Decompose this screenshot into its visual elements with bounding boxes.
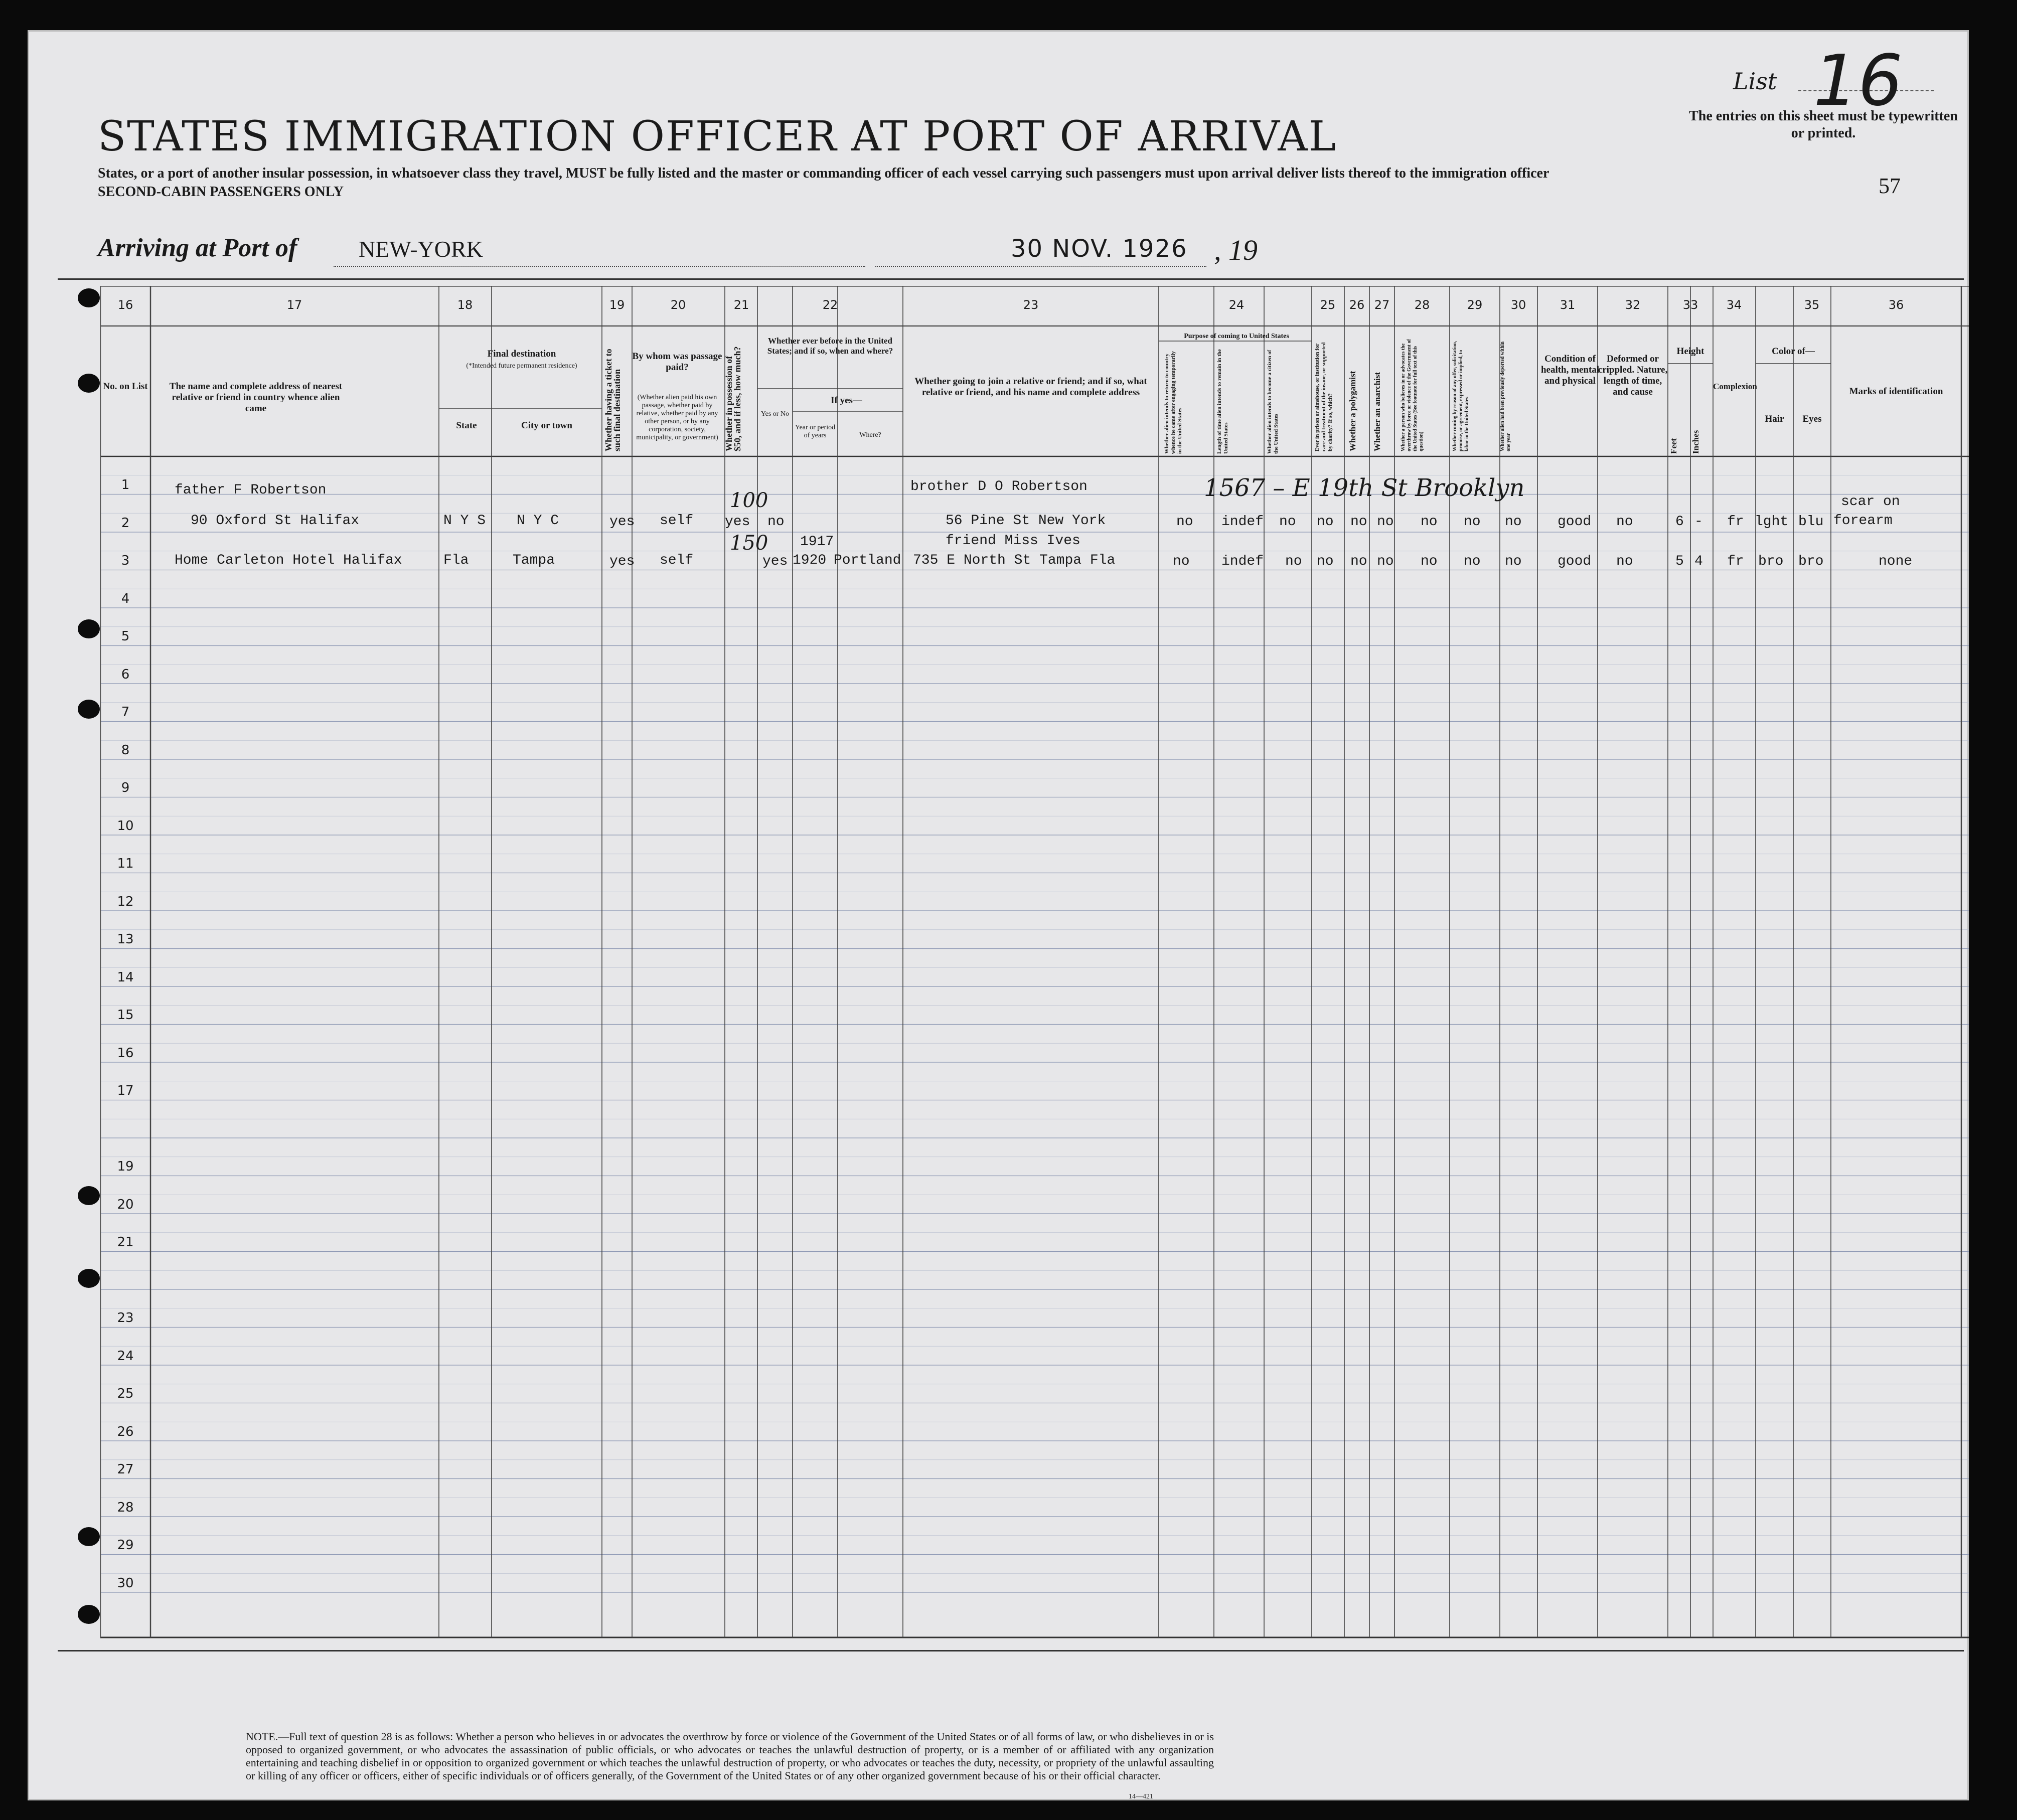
header-state: State	[456, 420, 477, 431]
column-number: 32	[1625, 298, 1641, 312]
entry-1-relative-line2: 90 Oxford St Halifax	[191, 513, 360, 529]
manifest-table	[100, 286, 1969, 1640]
header-marks: Marks of identification	[1849, 386, 1943, 397]
row-number: 11	[117, 856, 134, 871]
column-number: 28	[1414, 298, 1430, 312]
header-anarchist: Whether an anarchist	[1372, 372, 1382, 451]
column-number: 23	[1023, 298, 1039, 312]
entry-1-join-line1: brother D O Robertson	[910, 479, 1088, 494]
entry-1-money-note: yes	[725, 514, 750, 530]
entry-1-before-us: no	[767, 514, 785, 530]
row-number: 28	[117, 1500, 134, 1515]
row-number: 16	[117, 1045, 134, 1061]
entry-2-before-us: yes	[762, 554, 788, 569]
header-feet: Feet	[1669, 438, 1678, 454]
arriving-label: Arriving at Port of	[98, 234, 297, 262]
punch-hole	[78, 288, 100, 307]
header-passage-paid: By whom was passage paid?	[632, 351, 722, 373]
header-no-on-list: No. on List	[103, 381, 148, 392]
entry-1-citizen: no	[1279, 514, 1296, 530]
row-number: 12	[117, 894, 134, 909]
header-prison: Ever in prison or almshouse, or institution for care and treatment of the insane, or supported by charity? If so, which?	[1314, 342, 1333, 451]
column-number: 26	[1349, 298, 1365, 312]
header-labor-contract: Whether coming by reason of any offer, solicitation, promise, or agreement, expressed or implied, to labor in the United States	[1452, 341, 1470, 451]
entry-2-city: Tampa	[513, 553, 555, 568]
entry-2-state: Fla	[443, 553, 469, 568]
punch-hole	[78, 1269, 100, 1288]
list-number: 16	[1813, 40, 1903, 122]
column-number: 27	[1374, 298, 1390, 312]
header-yes-no: Yes or No	[760, 410, 790, 418]
entry-2-paid-by: self	[660, 553, 694, 568]
header-overthrow: Whether a person who believes in or advocates the overthrow by force or violence of the Government of the United States (See footnote for full text of this question)	[1401, 339, 1424, 451]
row-number: 10	[117, 818, 134, 834]
row-number: 24	[117, 1348, 134, 1364]
entry-1-money: 100	[730, 489, 768, 512]
column-number: 22	[822, 298, 838, 312]
header-where: Where?	[859, 431, 881, 439]
entry-1-join-handwritten: 1567 – E 19th St Brooklyn	[1204, 474, 1525, 502]
punch-hole	[78, 1186, 100, 1205]
column-number: 20	[670, 298, 686, 312]
entry-1-hair: lght	[1755, 514, 1789, 530]
entry-2-citizen: no	[1285, 554, 1302, 569]
column-number: 21	[733, 298, 749, 312]
header-height: Height	[1676, 346, 1704, 357]
list-label: List	[1733, 68, 1777, 95]
header-money: Whether in possession of $50, and if less, how much?	[724, 346, 742, 451]
row-number: 8	[121, 742, 130, 758]
column-number: 33	[1682, 298, 1698, 312]
header-year: Year or period of years	[795, 424, 836, 439]
entry-2-year-line1: 1917	[800, 534, 834, 550]
header-before-in-us: Whether ever before in the United States; and if so, when and where?	[767, 336, 893, 356]
punch-hole	[78, 1605, 100, 1624]
instruction-text: States, or a port of another insular possession, in whatsoever class they travel, MUST be fully listed and the master or commanding officer of each vessel carrying such passengers must upon arrival deliver lists thereof to the immigration officer	[98, 166, 1549, 181]
row-number: 30	[117, 1575, 134, 1591]
entry-2-relative-line1: Home Carleton Hotel Halifax	[175, 553, 402, 568]
entry-2-join-line1: friend Miss Ives	[946, 533, 1080, 549]
entry-2-year-line2: 1920	[793, 553, 827, 568]
column-number: 16	[117, 298, 133, 312]
column-number: 35	[1804, 298, 1820, 312]
entry-1-anarchist: no	[1377, 514, 1394, 530]
page-number: 57	[1879, 174, 1901, 198]
header-city: City or town	[521, 420, 573, 431]
entry-1-inches: -	[1694, 514, 1703, 530]
header-if-yes: If yes—	[831, 395, 862, 406]
row-number: 20	[117, 1197, 134, 1212]
row-number: 25	[117, 1386, 134, 1401]
entry-2-overthrow: no	[1421, 554, 1438, 569]
row-number: 2	[121, 515, 130, 531]
entry-1-deported: no	[1505, 514, 1522, 530]
entry-1-paid-by: self	[660, 513, 694, 529]
row-number: 23	[117, 1310, 134, 1326]
row-number: 21	[117, 1235, 134, 1250]
punch-hole	[78, 374, 100, 393]
entry-2-hair: bro	[1758, 554, 1784, 569]
row-number: 29	[117, 1538, 134, 1553]
header-ticket: Whether having a ticket to such final destination	[603, 349, 622, 451]
entry-2-deported: no	[1505, 554, 1522, 569]
form-number: 14—421	[1129, 1793, 1153, 1800]
header-color-of: Color of—	[1772, 346, 1815, 357]
entry-1-marks-line1: scar on	[1841, 494, 1900, 510]
header-health: Condition of health, mental and physical	[1540, 354, 1600, 386]
header-passage-paid-sub: (Whether alien paid his own passage, whether paid by relative, whether paid by any other person, or by any corporation, society, municipality, or government)	[636, 394, 718, 441]
header-join-relative: Whether going to join a relative or friend; and if so, what relative or friend, and his name and complete address	[914, 376, 1147, 398]
row-number: 3	[121, 553, 130, 568]
row-number: 6	[121, 667, 130, 682]
entry-2-return: no	[1173, 554, 1190, 569]
row-number: 17	[117, 1083, 134, 1098]
column-number: 29	[1467, 298, 1483, 312]
entry-2-ticket: yes	[609, 554, 635, 569]
entry-2-marks: none	[1879, 554, 1913, 569]
row-number: 1	[121, 477, 130, 492]
entry-1-length: indef	[1221, 514, 1264, 530]
port-value: NEW-YORK	[359, 236, 483, 262]
entry-1-state: N Y S	[443, 513, 486, 529]
year-prefix: , 19	[1214, 234, 1258, 266]
bottom-rule	[58, 1650, 1964, 1651]
entry-1-deformed: no	[1616, 514, 1633, 530]
column-number: 34	[1726, 298, 1742, 312]
entry-2-eyes: bro	[1798, 554, 1824, 569]
punch-hole	[78, 1527, 100, 1546]
entry-2-length: indef	[1221, 554, 1264, 569]
row-number: 4	[121, 591, 130, 606]
entry-2-where: Portland	[834, 553, 901, 568]
header-purpose-return: Whether alien intends to return to country whence he came after engaging temporarily in the United States	[1164, 351, 1183, 454]
entry-1-complexion: fr	[1727, 514, 1744, 530]
entry-1-city: N Y C	[517, 513, 559, 529]
entry-2-inches: 4	[1694, 554, 1703, 569]
entry-1-labor: no	[1464, 514, 1481, 530]
header-purpose: Purpose of coming to United States	[1184, 333, 1289, 340]
date-underline	[875, 266, 1206, 267]
entry-1-join-line2: 56 Pine St New York	[946, 513, 1106, 529]
entries-note: The entries on this sheet must be typewritten or printed.	[1689, 108, 1958, 141]
row-number: 26	[117, 1424, 134, 1439]
port-underline	[334, 266, 865, 267]
entry-1-health: good	[1558, 514, 1592, 530]
header-final-destination-sub: (*Intended future permanent residence)	[466, 362, 577, 370]
punch-hole	[78, 619, 100, 638]
page-title: STATES IMMIGRATION OFFICER AT PORT OF ARRIVAL	[98, 113, 1337, 160]
entry-2-anarchist: no	[1377, 554, 1394, 569]
entry-1-relative-line1: father F Robertson	[175, 482, 327, 498]
header-purpose-length: Length of time alien intends to remain in the United States	[1216, 349, 1229, 454]
column-number: 19	[609, 298, 625, 312]
row-number: 7	[121, 705, 130, 720]
header-polygamist: Whether a polygamist	[1348, 371, 1357, 451]
entry-2-complexion: fr	[1727, 554, 1744, 569]
column-number: 36	[1888, 298, 1904, 312]
row-number: 14	[117, 969, 134, 985]
passenger-class: SECOND-CABIN PASSENGERS ONLY	[98, 184, 344, 200]
header-deformed: Deformed or crippled. Nature, length of time, and cause	[1598, 354, 1668, 397]
entry-1-overthrow: no	[1421, 514, 1438, 530]
header-hair: Hair	[1765, 414, 1784, 424]
column-number: 17	[286, 298, 302, 312]
entry-1-marks-line2: forearm	[1833, 513, 1893, 529]
column-number: 24	[1228, 298, 1245, 312]
entry-2-deformed: no	[1616, 554, 1633, 569]
row-number: 19	[117, 1159, 134, 1174]
entry-2-labor: no	[1464, 554, 1481, 569]
entry-1-feet: 6	[1675, 514, 1684, 530]
entry-1-return: no	[1176, 514, 1193, 530]
header-purpose-citizen: Whether alien intends to become a citizen of the United States	[1267, 350, 1279, 454]
entry-1-prison: no	[1317, 514, 1334, 530]
entry-2-feet: 5	[1675, 554, 1684, 569]
entry-1-eyes: blu	[1798, 514, 1824, 530]
row-number: 15	[117, 1008, 134, 1023]
entry-1-polygamist: no	[1350, 514, 1367, 530]
header-eyes: Eyes	[1802, 414, 1822, 424]
entry-2-money: 150	[730, 532, 768, 555]
row-number: 5	[121, 629, 130, 644]
header-deported: Whether alien had been previously deported within one year	[1500, 341, 1511, 451]
punch-hole	[78, 700, 100, 719]
column-number: 31	[1560, 298, 1576, 312]
column-number: 25	[1320, 298, 1336, 312]
column-number: 18	[457, 298, 473, 312]
row-number: 9	[121, 780, 130, 795]
header-final-destination: Final destination	[487, 349, 556, 359]
header-complexion: Complexion	[1713, 382, 1757, 391]
footnote-question-28: NOTE.—Full text of question 28 is as follows: Whether a person who believes in or advocates the overthrow by force or violence of the Government of the United States or of all forms of law, or who disbelieves in or is opposed to organized government, or who advocates the assassination of public officials, or who advocates or teaches the unlawful destruction of property, or is a member of or affiliated with any organization entertaining and teaching disbelief in or opposition to organized government or which teaches the unlawful destruction of property, or who advocates or teaches the duty, necessity, or propriety of the unlawful assaulting or killing of any officer or officers, either of specific individuals or of officers generally, of the Government of the United States or of any other organized government because of his or their official character.	[246, 1730, 1214, 1782]
entry-2-prison: no	[1317, 554, 1334, 569]
top-rule	[58, 278, 1964, 280]
row-number: 27	[117, 1462, 134, 1477]
header-inches: Inches	[1691, 430, 1700, 454]
entry-2-health: good	[1558, 554, 1592, 569]
entry-2-polygamist: no	[1350, 554, 1367, 569]
column-number: 30	[1510, 298, 1526, 312]
entry-1-ticket: yes	[609, 514, 635, 530]
manifest-sheet	[28, 30, 1969, 1800]
arrival-date: 30 NOV. 1926	[1011, 235, 1188, 263]
row-number: 13	[117, 932, 134, 947]
header-nearest-relative: The name and complete address of nearest relative or friend in country whence alien came	[169, 381, 343, 414]
entry-2-join-line2: 735 E North St Tampa Fla	[913, 553, 1116, 568]
